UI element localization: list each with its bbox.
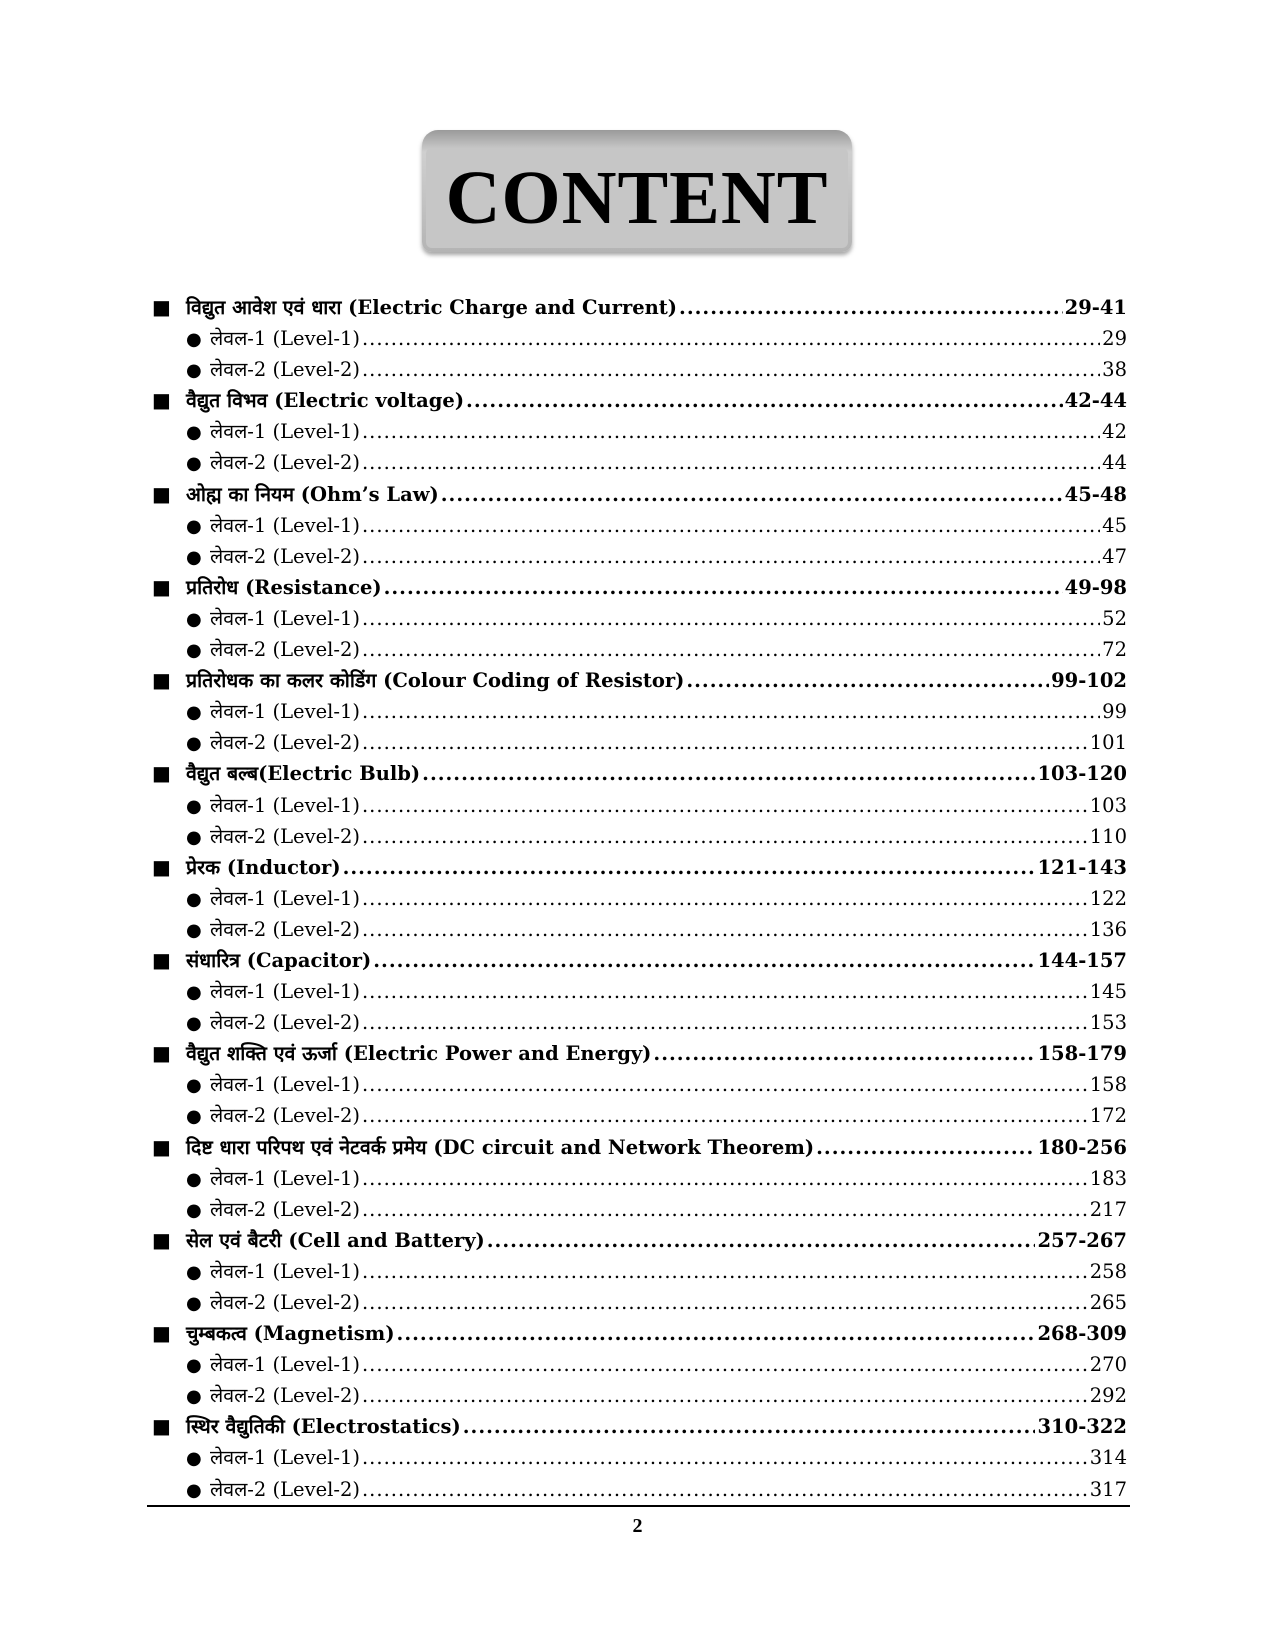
page-title: CONTENT [445, 156, 829, 240]
level-label: लेवल-1 (Level-1) [210, 1073, 360, 1097]
dot-leader [397, 1318, 1036, 1349]
toc-chapter-row [152, 852, 1127, 883]
dot-leader [362, 1069, 1088, 1100]
footer-rule [147, 1505, 1130, 1507]
level-page: 47 [1102, 544, 1127, 568]
toc-level-row [152, 541, 1127, 572]
dot-bullet-icon: ● [186, 919, 202, 941]
chapter-page-range: 158-179 [1037, 1042, 1127, 1066]
toc-level-row [152, 914, 1127, 945]
level-label: लेवल-1 (Level-1) [210, 1259, 360, 1283]
dot-leader [373, 945, 1035, 976]
square-bullet-icon: ■ [152, 761, 171, 786]
chapter-page-range: 121-143 [1037, 855, 1127, 879]
level-page: 265 [1089, 1291, 1127, 1314]
dot-bullet-icon: ● [186, 1448, 202, 1470]
square-bullet-icon: ■ [152, 1041, 171, 1066]
level-label: लेवल-2 (Level-2) [210, 1477, 360, 1501]
level-page: 136 [1089, 917, 1127, 941]
level-label: लेवल-2 (Level-2) [210, 638, 360, 662]
dot-bullet-icon: ● [186, 1261, 202, 1283]
dot-leader [362, 354, 1100, 385]
dot-leader [362, 976, 1088, 1007]
toc-chapter-row [152, 758, 1127, 789]
chapter-page-range: 29-41 [1064, 296, 1127, 319]
level-label: लेवल-1 (Level-1) [210, 1353, 360, 1377]
chapter-page-range: 144-157 [1037, 948, 1127, 972]
dot-bullet-icon: ● [186, 329, 202, 351]
level-page: 292 [1089, 1384, 1127, 1408]
dot-leader [441, 479, 1063, 510]
dot-leader [362, 634, 1100, 665]
toc-level-row [152, 883, 1127, 914]
toc-level-row [152, 1069, 1127, 1100]
chapter-page-range: 103-120 [1037, 762, 1127, 786]
dot-bullet-icon: ● [186, 453, 202, 475]
dot-leader [679, 292, 1063, 323]
table-of-contents [152, 292, 1127, 1505]
level-page: 314 [1089, 1446, 1127, 1470]
level-label: लेवल-2 (Level-2) [210, 544, 360, 568]
dot-leader [362, 603, 1100, 634]
square-bullet-icon: ■ [152, 481, 171, 506]
toc-chapter-row [152, 1225, 1127, 1256]
dot-leader [362, 1380, 1088, 1411]
chapter-title: ओह्म का नियम (Ohm’s Law) [186, 482, 439, 506]
dot-leader [362, 541, 1100, 572]
toc-chapter-row [152, 945, 1127, 976]
level-label: लेवल-2 (Level-2) [210, 731, 360, 755]
chapter-title: प्रतिरोधक का कलर कोडिंग (Colour Coding of Resistor) [186, 669, 685, 693]
dot-leader [362, 416, 1100, 447]
level-page: 42 [1102, 420, 1127, 444]
level-page: 72 [1102, 638, 1127, 662]
toc-level-row [152, 603, 1127, 634]
level-label: लेवल-2 (Level-2) [210, 358, 360, 382]
level-page: 270 [1089, 1353, 1127, 1377]
chapter-title: सेल एवं बैटरी (Cell and Battery) [186, 1228, 485, 1252]
dot-leader [487, 1225, 1036, 1256]
chapter-title: प्रेरक (Inductor) [186, 855, 341, 879]
toc-chapter-row [152, 385, 1127, 416]
level-page: 38 [1102, 358, 1127, 382]
dot-leader [362, 1256, 1088, 1287]
dot-bullet-icon: ● [186, 360, 202, 382]
dot-bullet-icon: ● [186, 702, 202, 724]
dot-leader [362, 510, 1100, 541]
level-page: 103 [1089, 793, 1127, 817]
level-page: 217 [1089, 1197, 1127, 1221]
square-bullet-icon: ■ [152, 1321, 171, 1346]
dot-leader [686, 665, 1049, 696]
toc-level-row [152, 1380, 1127, 1411]
square-bullet-icon: ■ [152, 854, 171, 879]
dot-leader [362, 914, 1088, 945]
chapter-page-range: 45-48 [1064, 482, 1127, 506]
dot-leader [816, 1132, 1035, 1163]
dot-leader [362, 1007, 1088, 1038]
level-label: लेवल-1 (Level-1) [210, 980, 360, 1004]
level-label: लेवल-1 (Level-1) [210, 700, 360, 724]
dot-bullet-icon: ● [186, 888, 202, 910]
title-banner [422, 130, 852, 252]
level-page: 110 [1089, 824, 1127, 848]
chapter-page-range: 99-102 [1051, 669, 1127, 693]
toc-level-row [152, 323, 1127, 354]
chapter-page-range: 268-309 [1037, 1322, 1127, 1346]
level-label: लेवल-2 (Level-2) [210, 451, 360, 475]
dot-bullet-icon: ● [186, 795, 202, 817]
square-bullet-icon: ■ [152, 388, 171, 413]
toc-level-row [152, 1474, 1127, 1505]
dot-bullet-icon: ● [186, 826, 202, 848]
chapter-title: प्रतिरोध (Resistance) [186, 575, 382, 599]
toc-chapter-row [152, 1132, 1127, 1163]
level-page: 258 [1089, 1259, 1127, 1283]
toc-chapter-row [152, 479, 1127, 510]
dot-leader [362, 447, 1100, 478]
dot-bullet-icon: ● [186, 1386, 202, 1408]
dot-bullet-icon: ● [186, 982, 202, 1004]
toc-level-row [152, 1194, 1127, 1225]
toc-level-row [152, 1163, 1127, 1194]
dot-leader [362, 1442, 1088, 1473]
level-label: लेवल-2 (Level-2) [210, 1197, 360, 1221]
level-label: लेवल-1 (Level-1) [210, 1166, 360, 1190]
level-label: लेवल-2 (Level-2) [210, 1384, 360, 1408]
dot-leader [362, 1474, 1088, 1505]
dot-leader [362, 696, 1100, 727]
dot-leader [362, 1163, 1088, 1194]
square-bullet-icon: ■ [152, 947, 171, 972]
page-number: 2 [632, 1515, 643, 1537]
dot-bullet-icon: ● [186, 1355, 202, 1377]
level-label: लेवल-1 (Level-1) [210, 513, 360, 537]
chapter-title: वैद्युत विभव (Electric voltage) [186, 389, 465, 413]
toc-level-row [152, 727, 1127, 758]
level-page: 145 [1089, 980, 1127, 1004]
level-page: 172 [1089, 1104, 1127, 1128]
level-label: लेवल-2 (Level-2) [210, 917, 360, 941]
chapter-page-range: 42-44 [1064, 389, 1127, 413]
dot-leader [362, 790, 1088, 821]
chapter-title: स्थिर वैद्युतिकी (Electrostatics) [186, 1415, 461, 1439]
dot-leader [362, 1287, 1088, 1318]
toc-level-row [152, 821, 1127, 852]
square-bullet-icon: ■ [152, 1227, 171, 1252]
level-label: लेवल-1 (Level-1) [210, 327, 360, 351]
dot-leader [362, 1349, 1088, 1380]
toc-chapter-row [152, 572, 1127, 603]
level-page: 158 [1089, 1073, 1127, 1097]
dot-bullet-icon: ● [186, 1293, 202, 1314]
level-page: 183 [1089, 1166, 1127, 1190]
level-page: 45 [1102, 513, 1127, 537]
toc-level-row [152, 1287, 1127, 1318]
chapter-title: वैद्युत शक्ति एवं ऊर्जा (Electric Power and Energy) [186, 1042, 652, 1066]
chapter-page-range: 310-322 [1037, 1415, 1127, 1439]
level-page: 52 [1102, 606, 1127, 630]
chapter-title: दिष्ट धारा परिपथ एवं नेटवर्क प्रमेय (DC circuit and Network Theorem) [186, 1135, 815, 1159]
dot-bullet-icon: ● [186, 515, 202, 537]
square-bullet-icon: ■ [152, 668, 171, 693]
toc-level-row [152, 634, 1127, 665]
chapter-page-range: 49-98 [1064, 575, 1127, 599]
level-page: 153 [1089, 1011, 1127, 1035]
level-label: लेवल-1 (Level-1) [210, 606, 360, 630]
dot-leader [463, 1411, 1036, 1442]
toc-level-row [152, 354, 1127, 385]
toc-level-row [152, 510, 1127, 541]
toc-level-row [152, 1256, 1127, 1287]
dot-leader [362, 1100, 1088, 1131]
dot-bullet-icon: ● [186, 1013, 202, 1035]
chapter-title: चुम्बकत्व (Magnetism) [186, 1322, 395, 1346]
level-page: 101 [1089, 731, 1127, 755]
toc-level-row [152, 416, 1127, 447]
level-label: लेवल-2 (Level-2) [210, 1104, 360, 1128]
dot-leader [384, 572, 1063, 603]
toc-level-row [152, 976, 1127, 1007]
level-label: लेवल-1 (Level-1) [210, 886, 360, 910]
chapter-title: विद्युत आवेश एवं धारा (Electric Charge and Current) [186, 296, 678, 319]
level-page: 44 [1102, 451, 1127, 475]
dot-bullet-icon: ● [186, 546, 202, 568]
dot-bullet-icon: ● [186, 1168, 202, 1190]
chapter-page-range: 257-267 [1037, 1228, 1127, 1252]
dot-bullet-icon: ● [186, 1106, 202, 1128]
dot-leader [362, 821, 1088, 852]
toc-level-row [152, 1100, 1127, 1131]
dot-bullet-icon: ● [186, 422, 202, 444]
toc-level-row [152, 790, 1127, 821]
toc-level-row [152, 1349, 1127, 1380]
toc-level-row [152, 447, 1127, 478]
square-bullet-icon: ■ [152, 295, 171, 319]
dot-bullet-icon: ● [186, 733, 202, 755]
dot-bullet-icon: ● [186, 640, 202, 662]
dot-leader [362, 1194, 1088, 1225]
level-page: 99 [1102, 700, 1127, 724]
dot-bullet-icon: ● [186, 1199, 202, 1221]
dot-leader [362, 727, 1088, 758]
toc-chapter-row [152, 1038, 1127, 1069]
dot-leader [466, 385, 1063, 416]
level-page: 29 [1102, 327, 1127, 351]
toc-level-row [152, 696, 1127, 727]
square-bullet-icon: ■ [152, 574, 171, 599]
dot-bullet-icon: ● [186, 1075, 202, 1097]
dot-bullet-icon: ● [186, 1479, 202, 1501]
level-label: लेवल-1 (Level-1) [210, 420, 360, 444]
dot-leader [362, 883, 1088, 914]
level-label: लेवल-2 (Level-2) [210, 1011, 360, 1035]
chapter-title: संधारित्र (Capacitor) [186, 948, 372, 972]
chapter-title: वैद्युत बल्ब(Electric Bulb) [186, 762, 421, 786]
dot-leader [422, 758, 1035, 789]
toc-level-row [152, 1442, 1127, 1473]
dot-leader [653, 1038, 1035, 1069]
level-page: 122 [1089, 886, 1127, 910]
toc-level-row [152, 1007, 1127, 1038]
toc-chapter-row [152, 1411, 1127, 1442]
square-bullet-icon: ■ [152, 1134, 171, 1159]
dot-leader [343, 852, 1036, 883]
level-page: 317 [1089, 1477, 1127, 1501]
toc-chapter-row [152, 292, 1127, 323]
level-label: लेवल-1 (Level-1) [210, 1446, 360, 1470]
square-bullet-icon: ■ [152, 1414, 171, 1439]
level-label: लेवल-2 (Level-2) [210, 824, 360, 848]
toc-chapter-row [152, 1318, 1127, 1349]
chapter-page-range: 180-256 [1037, 1135, 1127, 1159]
level-label: लेवल-2 (Level-2) [210, 1291, 360, 1314]
dot-leader [362, 323, 1100, 354]
dot-bullet-icon: ● [186, 608, 202, 630]
level-label: लेवल-1 (Level-1) [210, 793, 360, 817]
toc-chapter-row [152, 665, 1127, 696]
